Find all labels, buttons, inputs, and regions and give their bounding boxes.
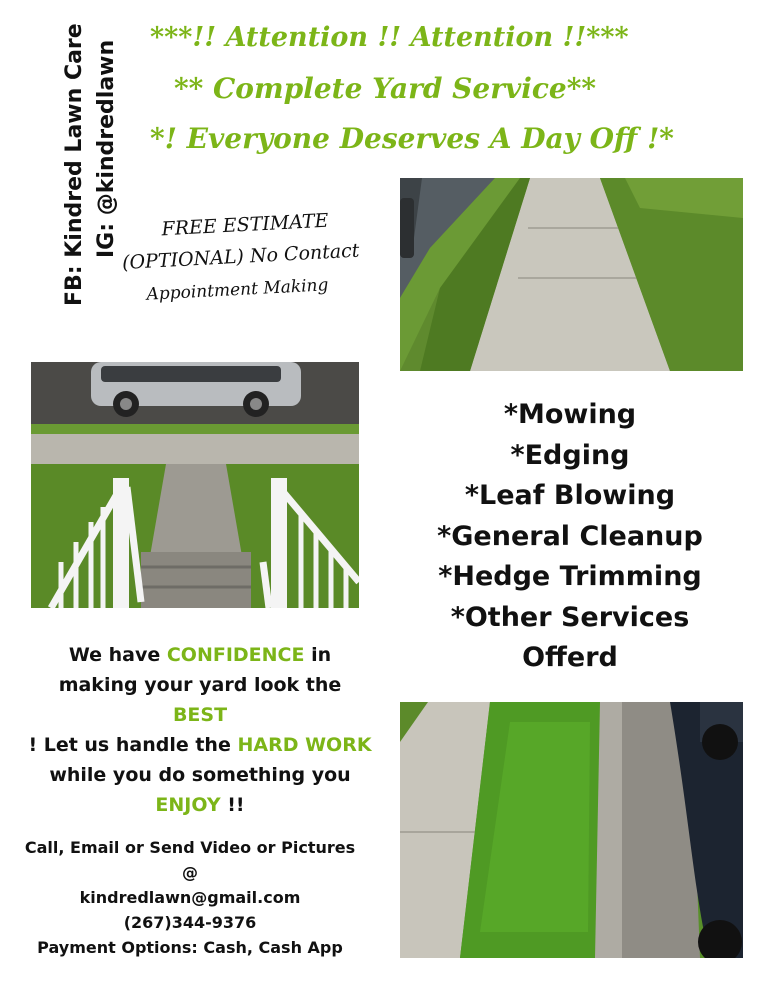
instagram-handle: IG: @kindredlawn	[94, 39, 119, 258]
headline-complete-yard: ** Complete Yard Service**	[173, 72, 597, 105]
contact-block	[15, 835, 365, 960]
social-handles	[28, 0, 118, 320]
pitch-text: in	[304, 644, 332, 666]
pitch-highlight-hard-work: HARD WORK	[237, 734, 372, 756]
pitch-text: making your yard look the	[58, 674, 342, 696]
pitch-text: !!	[220, 794, 245, 816]
service-item: *Other Services	[450, 601, 690, 633]
pitch-paragraph	[20, 640, 380, 820]
service-item: *Hedge Trimming	[438, 561, 702, 592]
service-item: *Mowing	[503, 399, 637, 430]
estimate-line-1: FREE ESTIMATE	[161, 209, 329, 241]
pitch-highlight-best: BEST	[172, 704, 228, 726]
payment-options: Payment Options: Cash, Cash App	[37, 938, 343, 957]
contact-instructions: Call, Email or Send Video or Pictures	[24, 838, 356, 857]
service-item: *Leaf Blowing	[464, 480, 676, 511]
contact-email: kindredlawn@gmail.com	[79, 888, 301, 907]
headline-day-off: *! Everyone Deserves A Day Off !*	[150, 122, 674, 155]
pitch-text: while you do something you	[49, 764, 351, 786]
photo-curb-lawn	[400, 702, 743, 958]
pitch-text: ! Let us handle the	[28, 734, 238, 756]
service-item: Offerd	[522, 642, 618, 673]
services-list	[420, 395, 720, 679]
contact-phone: (267)344-9376	[123, 913, 257, 932]
photo-front-steps	[31, 362, 359, 608]
facebook-handle: FB: Kindred Lawn Care	[62, 23, 87, 306]
headline-attention: ***!! Attention !! Attention !!***	[150, 22, 629, 53]
service-item: *Edging	[510, 439, 630, 471]
pitch-highlight-enjoy: ENJOY	[155, 794, 221, 816]
estimate-line-2: (OPTIONAL) No Contact	[121, 239, 360, 275]
estimate-line-3: Appointment Making	[146, 275, 329, 305]
photo-sidewalk	[400, 178, 743, 371]
contact-at: @	[182, 863, 198, 882]
pitch-highlight-confidence: CONFIDENCE	[166, 644, 305, 666]
pitch-text: We have	[68, 644, 167, 666]
service-item: *General Cleanup	[437, 520, 703, 552]
